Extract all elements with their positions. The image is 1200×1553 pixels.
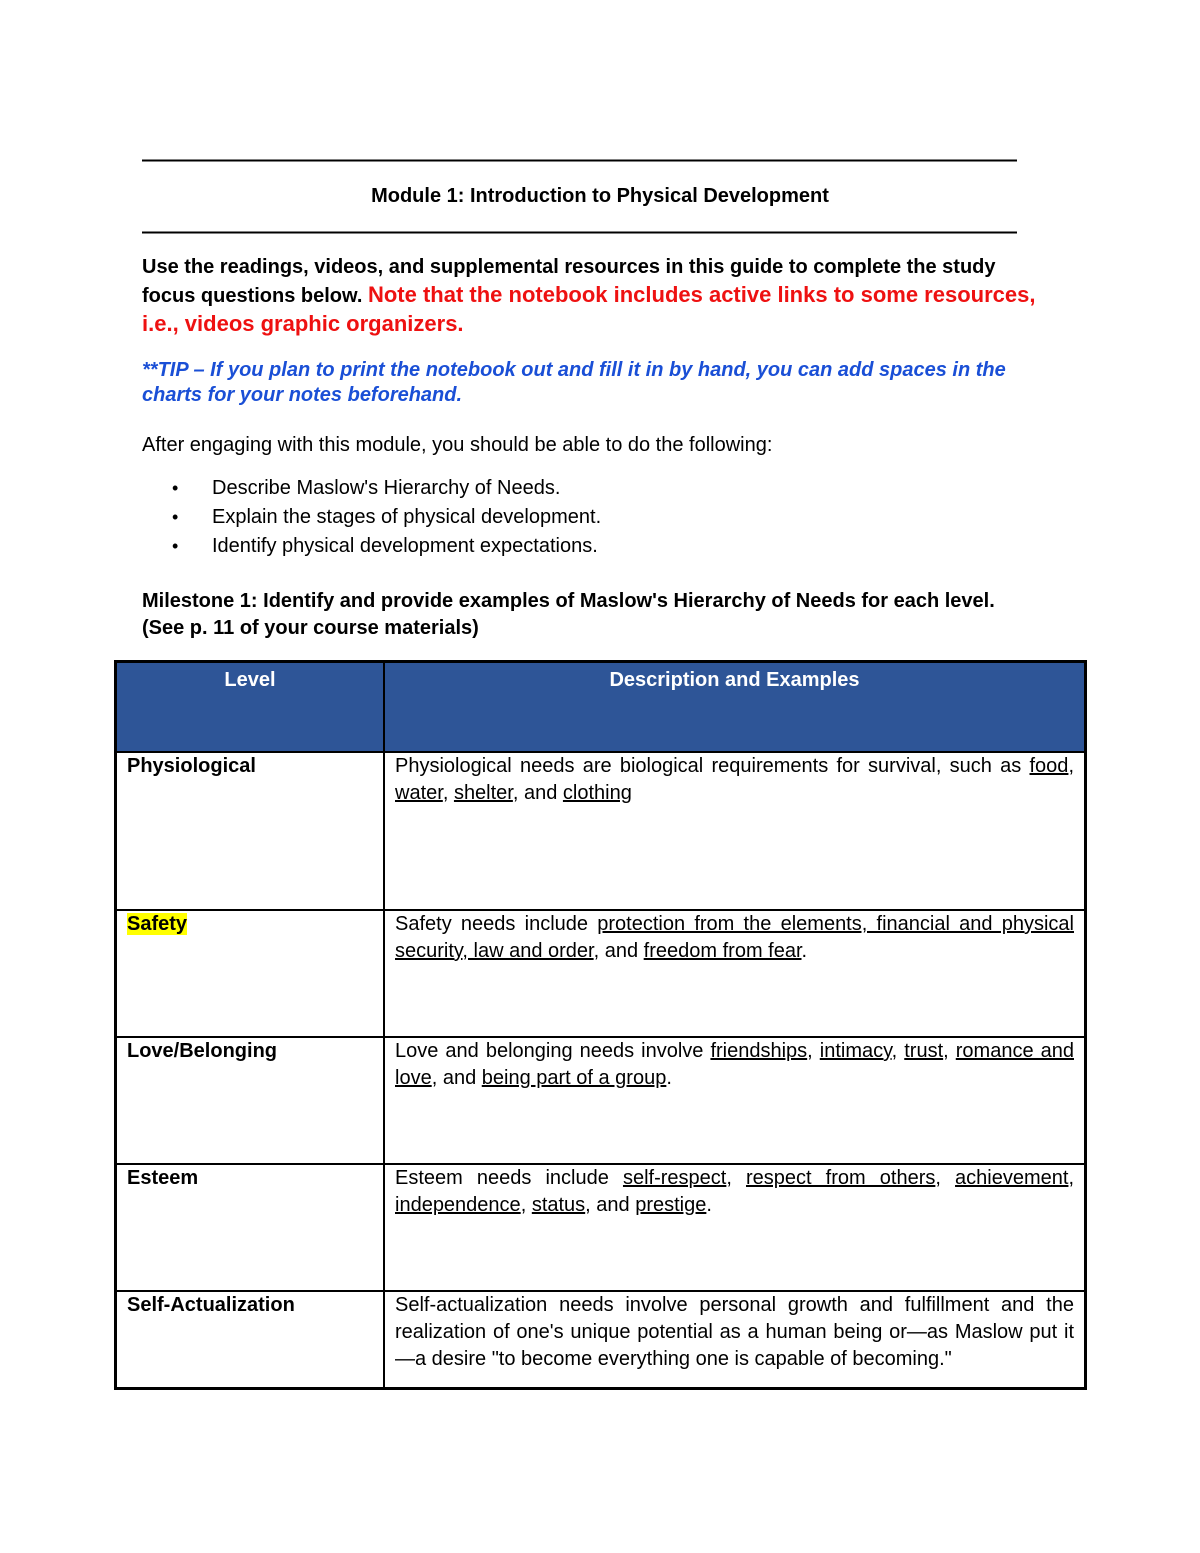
bullet-icon: • bbox=[172, 507, 179, 527]
description-cell bbox=[384, 1164, 1086, 1291]
description-text: . bbox=[666, 1067, 672, 1089]
description-text: , bbox=[943, 1040, 956, 1062]
example-link[interactable]: food bbox=[1029, 755, 1069, 777]
list-item bbox=[142, 532, 1052, 561]
example-link[interactable]: water bbox=[395, 782, 443, 804]
table-row bbox=[116, 752, 1086, 910]
description-text: Self-actualization needs involve personal growth and fulfillment and the realization of one's unique potential as a human being or—as Maslow put it—a desire "to become everything one is capable of becoming." bbox=[395, 1294, 1074, 1370]
description-text: , and bbox=[431, 1067, 482, 1089]
description-cell bbox=[384, 910, 1086, 1037]
example-link[interactable]: freedom from fear bbox=[643, 940, 802, 962]
example-link[interactable]: self-respect bbox=[622, 1167, 727, 1189]
table-header-row bbox=[116, 662, 1086, 753]
example-link[interactable]: status bbox=[531, 1194, 586, 1216]
table-row bbox=[116, 1164, 1086, 1291]
bullet-icon: • bbox=[172, 478, 179, 498]
bullet-icon: • bbox=[172, 536, 179, 556]
intro-text: Use the readings, videos, and supplemental resources in this guide to complete the study focus questions below. bbox=[142, 256, 996, 307]
example-link[interactable]: respect from others bbox=[746, 1167, 936, 1189]
level-cell bbox=[116, 752, 385, 910]
description-text: , bbox=[935, 1167, 956, 1189]
example-link[interactable]: being part of a group bbox=[481, 1067, 667, 1089]
description-text: . bbox=[801, 940, 808, 962]
level-label: Self-Actualization bbox=[127, 1294, 295, 1316]
description-text: Esteem needs include bbox=[395, 1167, 623, 1189]
example-link[interactable]: intimacy bbox=[819, 1040, 892, 1062]
objective-text: Identify physical development expectations. bbox=[212, 535, 598, 557]
level-cell bbox=[116, 1037, 385, 1164]
level-label: Love/Belonging bbox=[127, 1040, 277, 1062]
objectives-list bbox=[142, 474, 1052, 561]
objective-text: Describe Maslow's Hierarchy of Needs. bbox=[212, 477, 561, 499]
description-text: , bbox=[1068, 755, 1074, 777]
level-label-highlighted: Safety bbox=[127, 913, 188, 935]
description-text: , bbox=[726, 1167, 746, 1189]
description-cell bbox=[384, 1291, 1086, 1389]
description-text: , bbox=[442, 782, 454, 804]
example-link[interactable]: prestige bbox=[635, 1194, 707, 1216]
description-cell bbox=[384, 1037, 1086, 1164]
intro-paragraph bbox=[142, 254, 1052, 339]
description-text: . bbox=[706, 1194, 712, 1216]
example-link[interactable]: trust bbox=[904, 1040, 944, 1062]
description-text: , and bbox=[512, 782, 563, 804]
description-text: , bbox=[891, 1040, 905, 1062]
level-cell bbox=[116, 910, 385, 1037]
example-link[interactable]: independence bbox=[395, 1194, 521, 1216]
milestone-heading: Milestone 1: Identify and provide examples of Maslow's Hierarchy of Needs for each level. (See p. 11 of your course materials) bbox=[142, 590, 995, 639]
maslow-table bbox=[114, 660, 1087, 1390]
level-label: Physiological bbox=[127, 755, 256, 777]
intro-note: Note that the notebook includes active links to some resources, i.e., videos graphic organizers. bbox=[142, 282, 1036, 336]
top-rule: —————————————————————————————————————————————— bbox=[142, 150, 1016, 170]
example-link[interactable]: clothing bbox=[562, 782, 632, 804]
description-text: , and bbox=[593, 940, 644, 962]
table-row bbox=[116, 1291, 1086, 1389]
table-row bbox=[116, 910, 1086, 1037]
example-link[interactable]: protection from the elements, financial and physical security, law and order bbox=[395, 913, 1074, 962]
page-title: Module 1: Introduction to Physical Development bbox=[371, 185, 829, 207]
example-link[interactable]: shelter bbox=[453, 782, 513, 804]
level-cell bbox=[116, 1164, 385, 1291]
list-item bbox=[142, 503, 1052, 532]
table-row bbox=[116, 1037, 1086, 1164]
header-level: Level bbox=[116, 662, 385, 753]
description-text: , bbox=[807, 1040, 820, 1062]
description-cell bbox=[384, 752, 1086, 910]
tip-paragraph: **TIP – If you plan to print the notebook out and fill it in by hand, you can add spaces in the charts for your notes beforehand. bbox=[142, 359, 1006, 406]
level-label: Esteem bbox=[127, 1167, 199, 1189]
bottom-rule: —————————————————————————————————————————————— bbox=[142, 222, 1016, 242]
header-description: Description and Examples bbox=[384, 662, 1086, 753]
description-text: Safety needs include bbox=[395, 913, 598, 935]
list-item bbox=[142, 474, 1052, 503]
description-text: Love and belonging needs involve bbox=[395, 1040, 711, 1062]
description-text: , bbox=[1068, 1167, 1074, 1189]
objective-text: Explain the stages of physical development. bbox=[212, 506, 602, 528]
example-link[interactable]: romance and love bbox=[395, 1040, 1074, 1089]
example-link[interactable]: friendships bbox=[710, 1040, 808, 1062]
objectives-lead: After engaging with this module, you should be able to do the following: bbox=[142, 434, 773, 456]
example-link[interactable]: achievement bbox=[955, 1167, 1069, 1189]
description-text: , bbox=[520, 1194, 532, 1216]
description-text: Physiological needs are biological requirements for survival, such as bbox=[395, 755, 1030, 777]
description-text: , and bbox=[585, 1194, 636, 1216]
level-cell bbox=[116, 1291, 385, 1389]
